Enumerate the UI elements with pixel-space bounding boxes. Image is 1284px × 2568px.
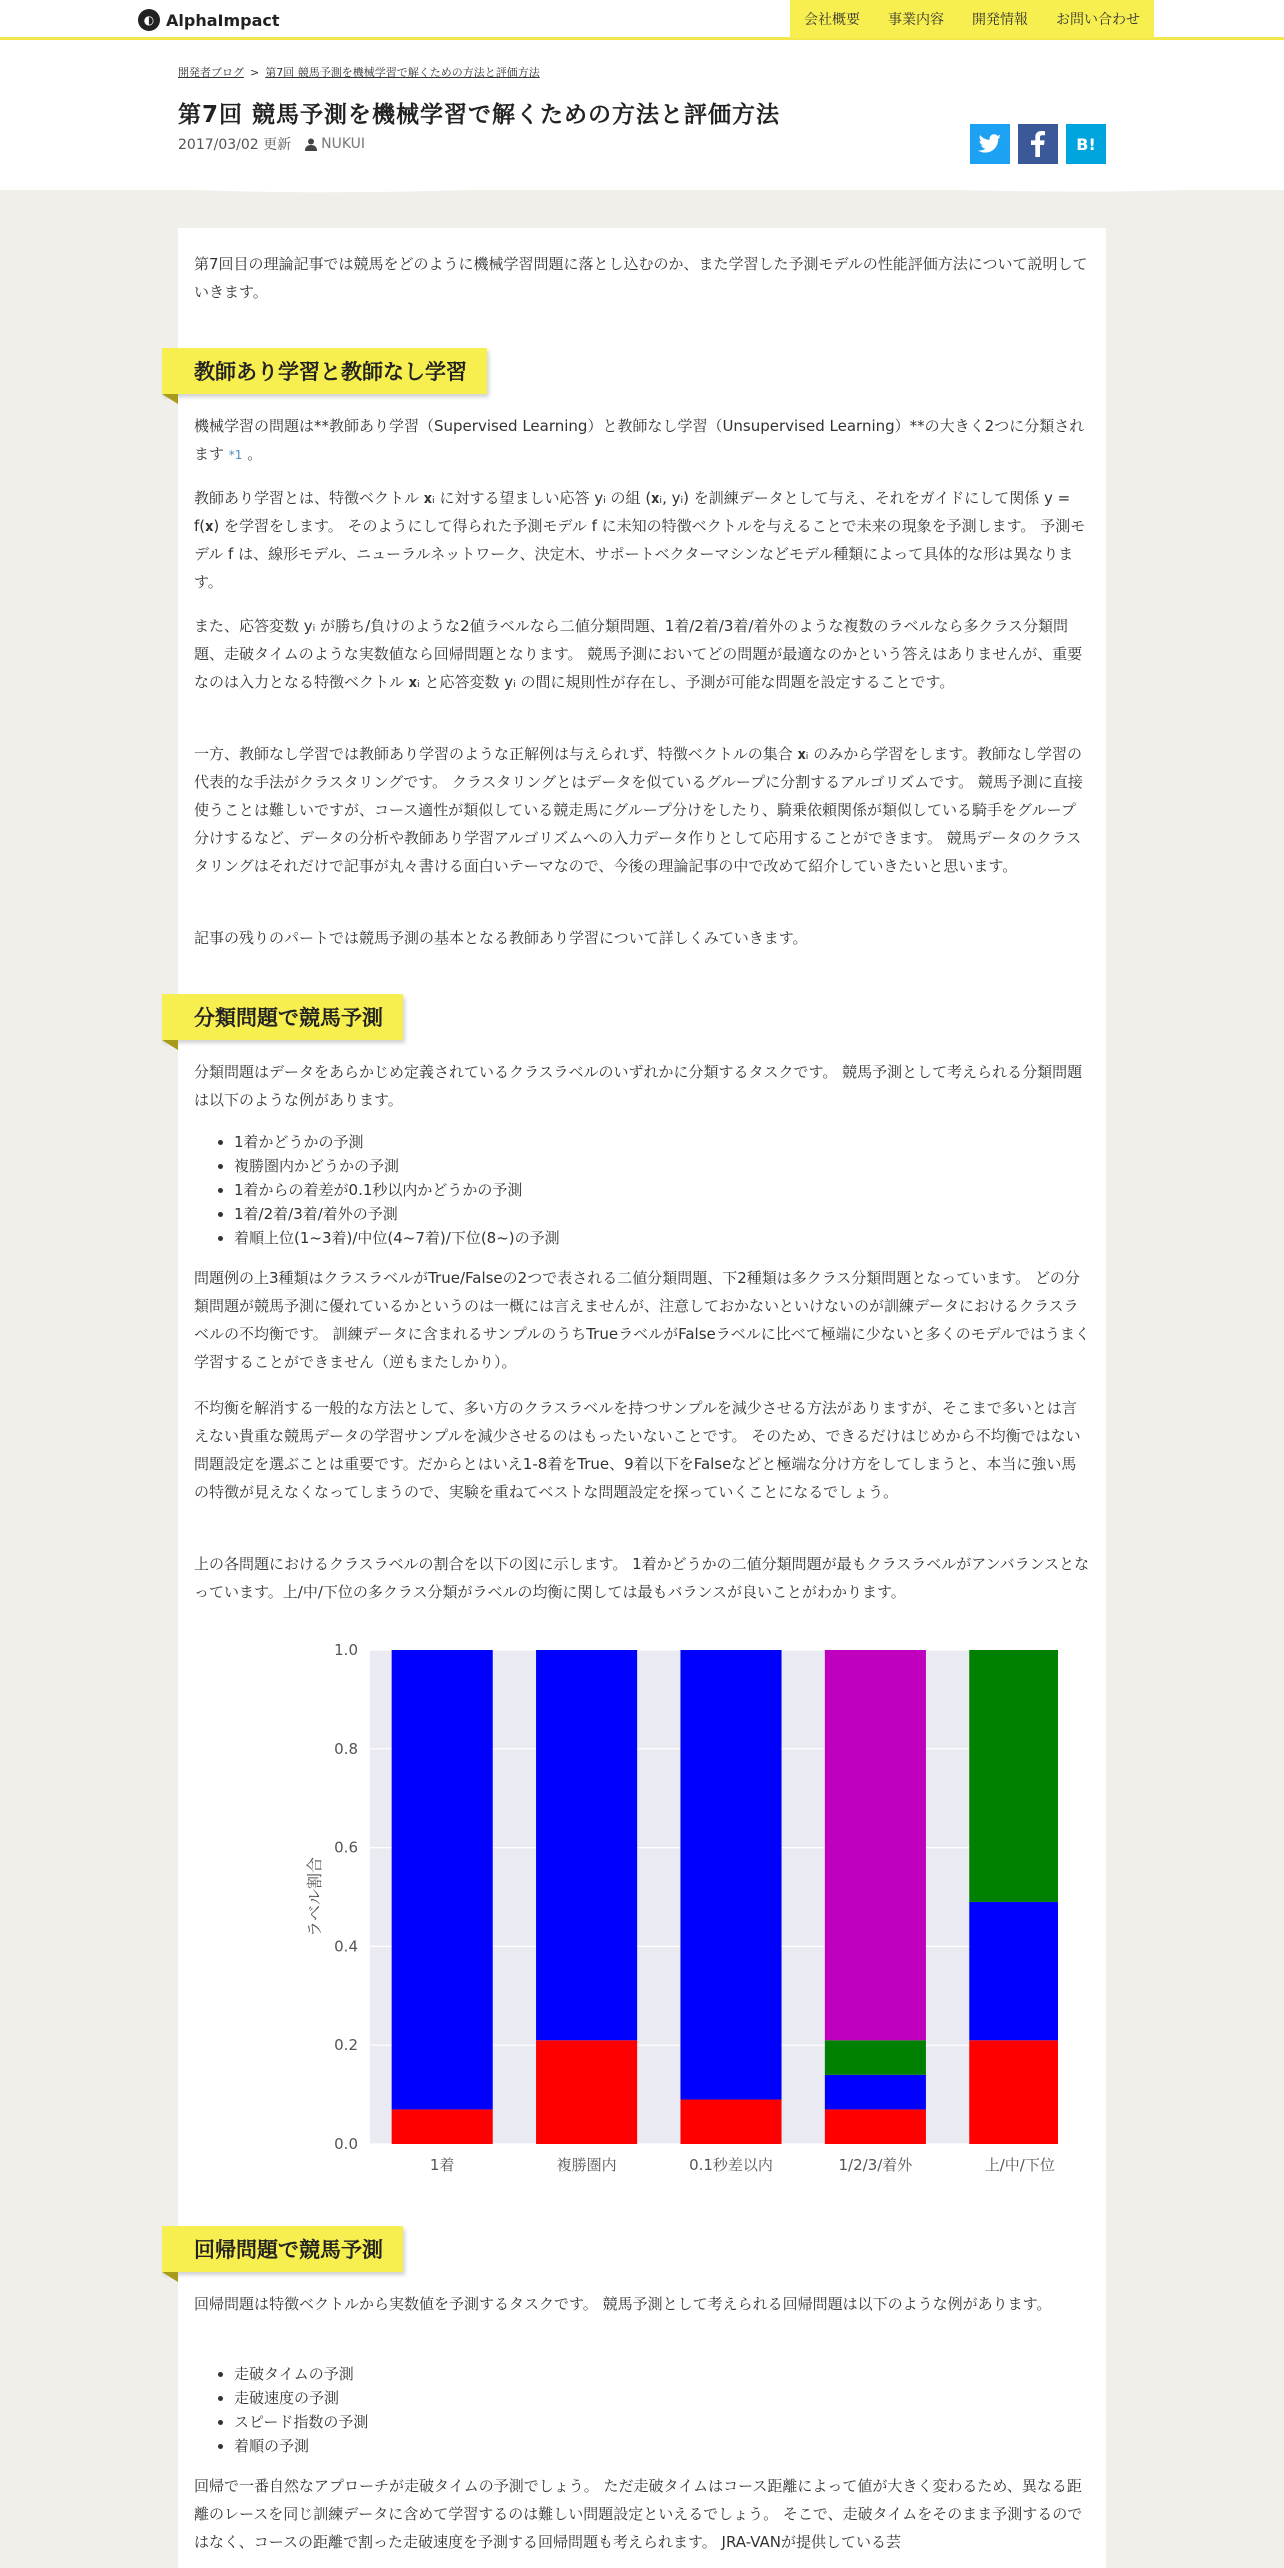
x-tick-label: 上/中/下位 <box>984 2156 1055 2174</box>
paragraph-supervised-definition: 教師あり学習とは、特徴ベクトル 𝐱ᵢ に対する望ましい応答 yᵢ の組 (𝐱ᵢ, yᵢ) を訓練データとして与え、それをガイドにして関係 y = f(𝐱) を学習をします。 そのようにして得られた予測モデル f に未知の特徴ベクトルを与えることで未来の現象を予測します。 予測モデル f は、線形モデル、ニューラルネットワーク、決定木、サポートベクターマシンなどモデル種類によって具体的な形は異なります。 <box>194 489 1086 591</box>
chart-bar-segment <box>536 1650 637 2040</box>
list-item: • 1着からの着差が0.1秒以内かどうかの予測 <box>234 1178 560 1202</box>
share-buttons <box>970 124 1106 164</box>
chart-bar-segment <box>392 1650 493 2109</box>
y-tick-label: 0.0 <box>334 2135 358 2153</box>
list-item: • 1着かどうかの予測 <box>234 1130 560 1154</box>
chart-bar-segment <box>825 1650 926 2040</box>
logo-text: AlphaImpact <box>166 10 280 30</box>
hatena-bookmark-button[interactable] <box>1066 124 1106 164</box>
y-tick-label: 0.2 <box>334 2036 358 2055</box>
y-axis-label: ラベル割合 <box>305 1856 324 1938</box>
user-icon <box>305 138 317 151</box>
paragraph-class-imbalance: 問題例の上3種類はクラスラベルがTrue/Falseの2つで表される二値分類問題、下2種類は多クラス分類問題となっています。 どの分類問題が競馬予測に優れているかというのは一概には言えませんが、注意しておかないといけないのが訓練データにおけるクラスラベルの不均衡です。 訓練データに含まれるサンプルのうちTrueラベルがFalseラベルに比べて極端に少ないと多くのモデルではうまく学習することができません（逆もまたしかり）。 <box>194 1269 1090 1371</box>
chart-bar-segment <box>680 2100 781 2144</box>
main-nav <box>790 0 1154 38</box>
hatena-icon: B! <box>1076 134 1096 154</box>
logo-icon: ◐ <box>138 9 160 31</box>
chart-bar-segment <box>536 2040 637 2144</box>
breadcrumb-current[interactable]: 第7回 競馬予測を機械学習で解くための方法と評価方法 <box>265 66 540 79</box>
classification-examples-list <box>234 1130 560 1250</box>
nav-dev-info[interactable]: 開発情報 <box>972 12 1028 28</box>
x-tick-label: 0.1秒差以内 <box>689 2156 773 2174</box>
paragraph-label-ratio: 上の各問題におけるクラスラベルの割合を以下の図に示します。 1着かどうかの二値分類問題が最もクラスラベルがアンバランスとなっています。上/中/下位の多クラス分類がラベルの均衡に関しては最もバランスが良いことがわかります。 <box>194 1555 1090 1601</box>
label-ratio-chart <box>238 1628 1058 2188</box>
chart-bar-segment <box>825 2040 926 2075</box>
intro-paragraph: 第7回目の理論記事では競馬をどのように機械学習問題に落とし込むのか、また学習した予測モデルの性能評価方法について説明していきます。 <box>194 255 1088 301</box>
list-item: • 複勝圏内かどうかの予測 <box>234 1154 560 1178</box>
list-item: • 走破タイムの予測 <box>234 2362 368 2386</box>
paragraph-regression-intro: 回帰問題は特徴ベクトルから実数値を予測するタスクです。 競馬予測として考えられる回帰問題は以下のような例があります。 <box>194 2295 1052 2313</box>
paragraph-problem-types: また、応答変数 yᵢ が勝ち/負けのような2値ラベルなら二値分類問題、1着/2着/3着/着外のような複数のラベルなら多クラス分類問題、走破タイムのような実数値なら回帰問題となります。 競馬予測においてどの問題が最適なのかという答えはありませんが、重要なのは入力となる特徴ベクトル 𝐱ᵢ と応答変数 yᵢ の間に規則性が存在し、予測が可能な問題を設定することです。 <box>194 617 1083 691</box>
chart-bar-segment <box>825 2109 926 2144</box>
regression-examples-list <box>234 2362 368 2458</box>
site-logo[interactable] <box>138 8 280 32</box>
heading-classification: 分類問題で競馬予測 <box>162 994 403 1040</box>
chart-bar-segment <box>969 1650 1058 1902</box>
author-name: NUKUI <box>321 136 366 152</box>
list-item: • 着順の予測 <box>234 2434 368 2458</box>
list-item: • 走破速度の予測 <box>234 2386 368 2410</box>
breadcrumb <box>178 64 540 80</box>
list-item: • 着順上位(1~3着)/中位(4~7着)/下位(8~)の予測 <box>234 1226 560 1250</box>
paragraph-classification-intro: 分類問題はデータをあらかじめ定義されているクラスラベルのいずれかに分類するタスクです。 競馬予測として考えられる分類問題は以下のような例があります。 <box>194 1063 1083 1109</box>
heading-supervised: 教師あり学習と教師なし学習 <box>162 348 487 394</box>
twitter-icon <box>978 134 1002 154</box>
chart-bar-segment <box>392 2109 493 2144</box>
header-wave-divider <box>0 180 1284 200</box>
list-item: • スピード指数の予測 <box>234 2410 368 2434</box>
heading-regression: 回帰問題で競馬予測 <box>162 2226 403 2272</box>
article-meta <box>178 134 365 154</box>
paragraph-imbalance-solution: 不均衡を解消する一般的な方法として、多い方のクラスラベルを持つサンプルを減少させる方法がありますが、そこまで多いとは言えない貴重な競馬データの学習サンプルを減少させるのはもったいないことです。 そのため、できるだけはじめから不均衡ではない問題設定を選ぶことは重要です。だからとはいえ1-8着をTrue、9着以下をFalseなどと極端な分け方をしてしまうと、本当に強い馬の特徴が見えなくなってしまうので、実験を重ねてベストな問題設定を探っていくことになるでしょう。 <box>194 1399 1081 1501</box>
nav-business[interactable]: 事業内容 <box>888 12 944 28</box>
x-tick-label: 1/2/3/着外 <box>838 2156 913 2174</box>
chart-bar-segment <box>825 2075 926 2110</box>
y-tick-label: 0.4 <box>334 1937 358 1956</box>
chart-bar-segment <box>680 1650 781 2100</box>
footnote-link[interactable]: *1 <box>228 448 243 462</box>
article-header <box>0 40 1284 190</box>
x-tick-label: 1着 <box>429 2156 455 2174</box>
author[interactable] <box>305 136 365 152</box>
y-tick-label: 0.6 <box>334 1838 358 1857</box>
paragraph-regression-approach: 回帰で一番自然なアプローチが走破タイムの予測でしょう。 ただ走破タイムはコース距離によって値が大きく変わるため、異なる距離のレースを同じ訓練データに含めて学習するのは難しい問題設定といえるでしょう。 そこで、走破タイムをそのまま予測するのではなく、コースの距離で割った走破速度を予測する回帰問題も考えられます。 JRA-VANが提供している芸 <box>194 2477 1083 2551</box>
chart-bar-segment <box>969 1902 1058 2040</box>
chart-svg <box>238 1628 1058 2188</box>
x-tick-label: 複勝圏内 <box>556 2156 617 2174</box>
chart-bar-segment <box>969 2040 1058 2144</box>
page-title: 第7回 競馬予測を機械学習で解くための方法と評価方法 <box>178 102 781 128</box>
breadcrumb-parent[interactable]: 開発者ブログ <box>178 66 244 79</box>
list-item: • 1着/2着/3着/着外の予測 <box>234 1202 560 1226</box>
facebook-share-button[interactable] <box>1018 124 1058 164</box>
y-tick-label: 1.0 <box>334 1641 358 1659</box>
paragraph-classification-types: 機械学習の問題は**教師あり学習（Supervised Learning）と教師なし学習（Unsupervised Learning）**の大きく2つに分類されます *1 。 <box>194 417 1085 463</box>
paragraph-unsupervised: 一方、教師なし学習では教師あり学習のような正解例は与えられず、特徴ベクトルの集合 𝐱ᵢ のみから学習をします。教師なし学習の代表的な手法がクラスタリングです。 クラスタリングとはデータを似ているグループに分割するアルゴリズムです。 競馬予測に直接使うことは難しいですが、コース適性が類似している競走馬にグループ分けをしたり、騎乗依頼関係が類似している騎手をグループ分けするなど、データの分析や教師あり学習アルゴリズムへの入力データ作りとして応用することができます。 競馬データのクラスタリングはそれだけで記事が丸々書ける面白いテーマなので、今後の理論記事の中で改めて紹介していきたいと思います。 <box>194 745 1083 875</box>
y-tick-label: 0.8 <box>334 1739 358 1758</box>
update-date: 2017/03/02 更新 <box>178 137 292 153</box>
article-body <box>178 228 1106 2568</box>
paragraph-remainder: 記事の残りのパートでは競馬予測の基本となる教師あり学習について詳しくみていきます。 <box>194 929 808 947</box>
nav-company[interactable]: 会社概要 <box>804 12 860 28</box>
twitter-share-button[interactable] <box>970 124 1010 164</box>
facebook-icon <box>1031 131 1045 157</box>
paragraph-text: 機械学習の問題は**教師あり学習（Supervised Learning）と教師なし学習（Unsupervised Learning）**の大きく2つに分類されます <box>194 417 1085 463</box>
breadcrumb-separator: > <box>250 66 260 79</box>
top-navigation-bar <box>0 0 1284 40</box>
nav-contact[interactable]: お問い合わせ <box>1056 12 1140 28</box>
